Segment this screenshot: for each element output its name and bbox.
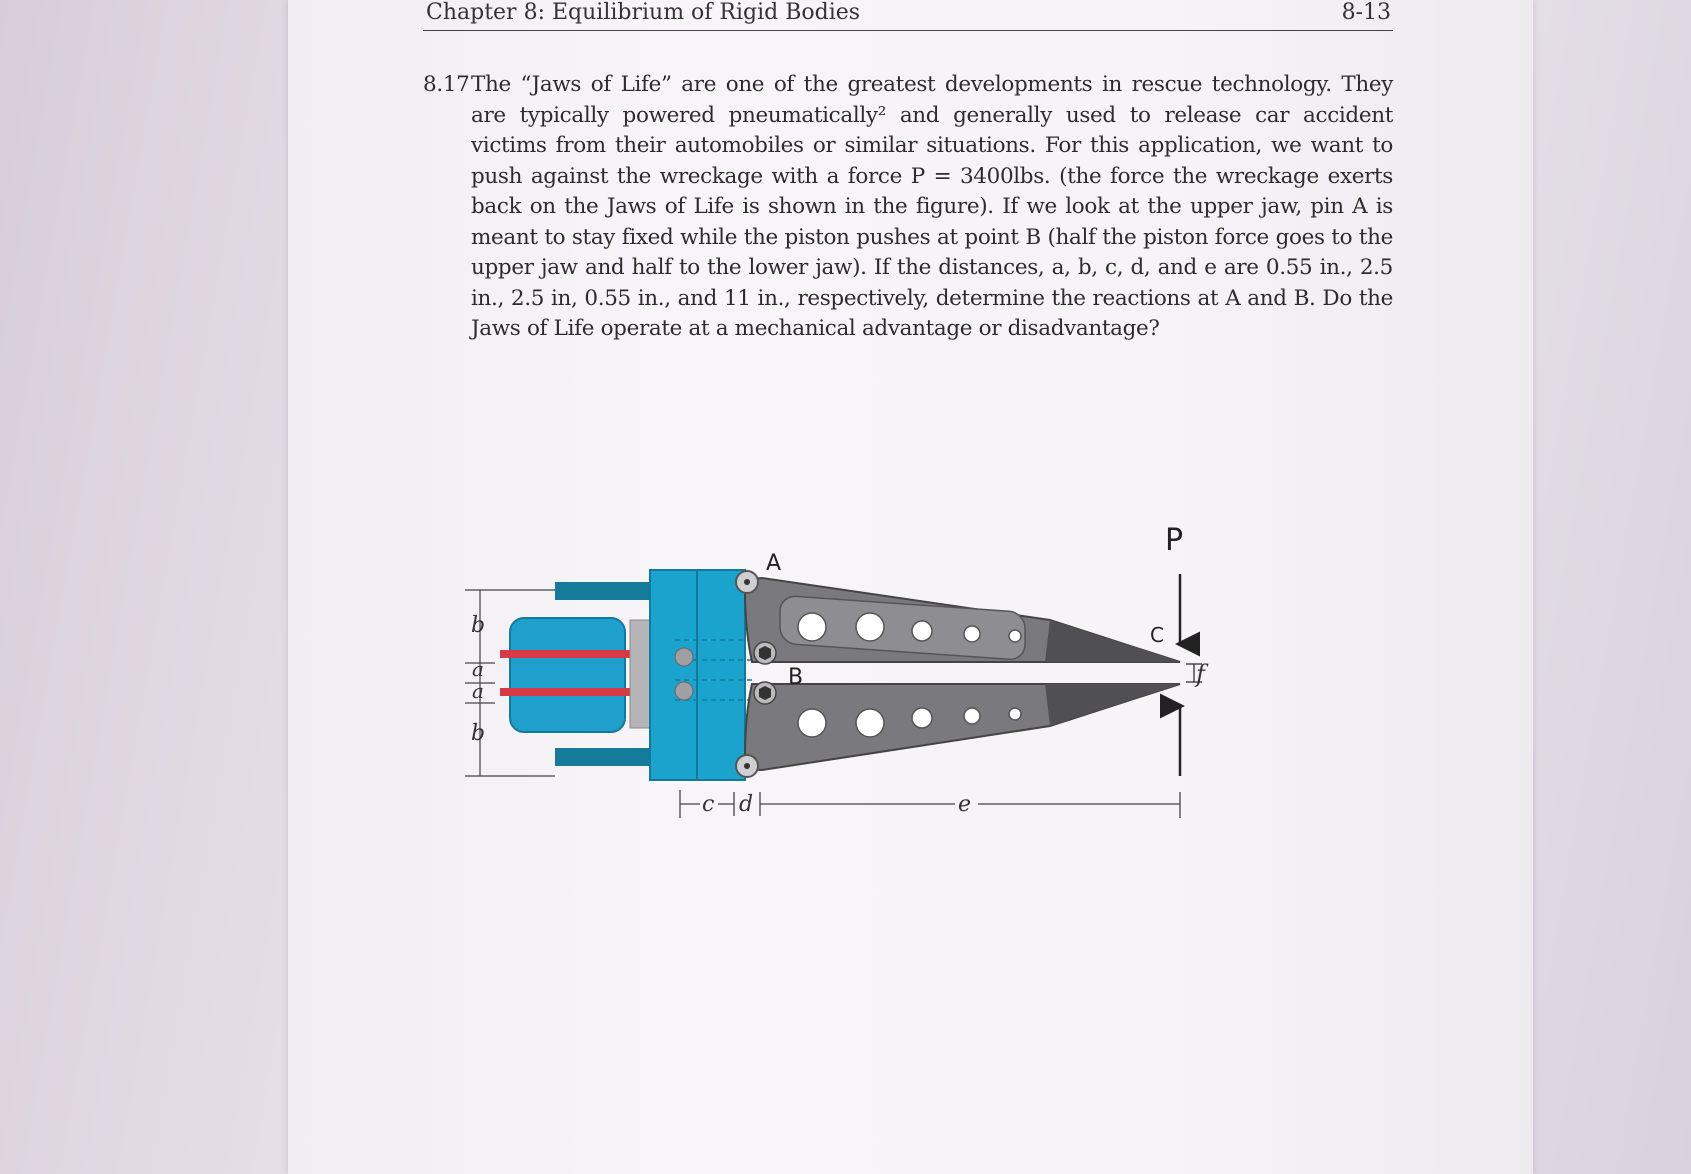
lower-rail bbox=[555, 748, 650, 766]
label-f: f bbox=[1196, 660, 1205, 688]
pivot-upper-small bbox=[675, 648, 693, 666]
problem-text: The “Jaws of Life” are one of the greatest developments in rescue technology. They are typically powered pneumatically² and generally used to release car accident victims from their automobiles or similar situations. For this application, we want to push against the wreckage with a force P = 3400lbs. (the force the wreckage exerts back on the Jaws of Life is shown in the figure). If we look at the upper jaw, pin A is meant to stay fixed while the piston pushes at point B (half the piston force goes to the upper jaw and half to the lower jaw). If the distances, a, b, c, d, and e are 0.55 in., 2.5 in., 2.5 in, 0.55 in., and 11 in., respectively, determine the reactions at A and B. Do the Jaws of Life operate at a mechanical advantage or disadvantage? bbox=[471, 72, 1393, 341]
dim-d-label: d bbox=[739, 792, 754, 817]
problem-statement bbox=[423, 70, 1393, 345]
dim-e-label: e bbox=[958, 792, 972, 817]
chapter-title: Chapter 8: Equilibrium of Rigid Bodies bbox=[426, 0, 861, 25]
label-c: C bbox=[1150, 623, 1164, 647]
jaws-diagram bbox=[471, 523, 1270, 880]
jaws-of-life-figure bbox=[471, 523, 1270, 884]
dim-a-top-label: a bbox=[472, 657, 484, 681]
piston-rod-lower bbox=[500, 688, 650, 696]
problem-number: 8.17 bbox=[423, 72, 470, 97]
label-a: A bbox=[766, 551, 782, 576]
label-p: P bbox=[1165, 523, 1184, 558]
page-header bbox=[423, 0, 1393, 31]
piston-rod-upper bbox=[500, 650, 650, 658]
label-b: B bbox=[788, 665, 804, 690]
page-number: 8-13 bbox=[1341, 0, 1391, 25]
dim-a-bottom-label: a bbox=[472, 679, 484, 703]
dim-b-top-label: b bbox=[471, 613, 486, 638]
dim-b-bottom-label: b bbox=[471, 721, 486, 746]
lower-jaw-tip bbox=[1045, 684, 1180, 726]
cylinder-body bbox=[510, 618, 625, 732]
dim-c-label: c bbox=[702, 792, 715, 817]
pivot-lower-small bbox=[675, 682, 693, 700]
upper-rail bbox=[555, 582, 650, 600]
bottom-dimensions bbox=[680, 790, 1180, 818]
